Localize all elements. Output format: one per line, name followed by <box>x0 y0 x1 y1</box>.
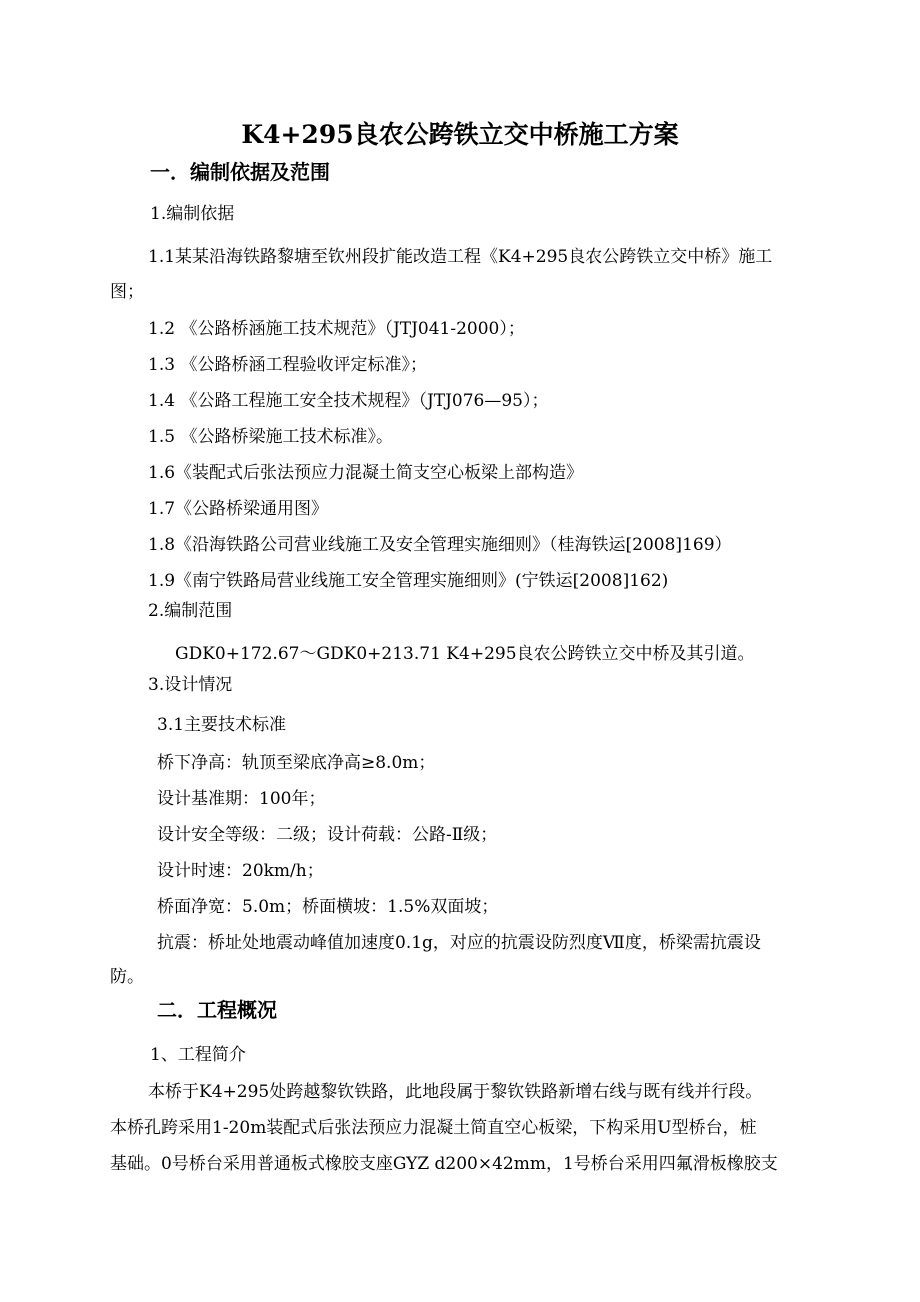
intro-paragraph-line-1: 本桥于K4+295处跨越黎钦铁路，此地段属于黎钦铁路新增右线与既有线并行段。 <box>148 1082 763 1102</box>
ref-item-1-7: 1.7《公路桥梁通用图》 <box>148 499 329 519</box>
ref-item-1-5: 1.5 《公路桥梁施工技术标准》。 <box>148 427 393 447</box>
section-heading-overview: 二．工程概况 <box>157 998 277 1022</box>
intro-paragraph-line-3: 基础。0号桥台采用普通板式橡胶支座GYZ d200×42mm，1号桥台采用四氟滑板橡胶支 <box>110 1154 778 1174</box>
intro-paragraph-line-2: 本桥孔跨采用1-20m装配式后张法预应力混凝土简直空心板梁，下构采用U型桥台，桩 <box>110 1118 757 1138</box>
ref-item-1-6: 1.6《装配式后张法预应力混凝土简支空心板梁上部构造》 <box>148 463 584 483</box>
section-heading-basis: 一．编制依据及范围 <box>150 160 330 184</box>
standard-seismic: 抗震：桥址处地震动峰值加速度0.1g，对应的抗震设防烈度Ⅶ度，桥梁需抗震设 <box>157 933 761 953</box>
standard-deck-width: 桥面净宽：5.0m；桥面横坡：1.5%双面坡； <box>157 897 499 917</box>
ref-item-1-8: 1.8《沿海铁路公司营业线施工及安全管理实施细则》（桂海铁运[2008]169） <box>148 535 732 555</box>
ref-item-1-4: 1.4 《公路工程施工安全技术规程》（JTJ076—95）； <box>148 391 549 411</box>
ref-item-1-1-cont: 图； <box>110 282 144 302</box>
standard-design-period: 设计基准期：100年； <box>157 789 326 809</box>
subheading-intro: 1、工程简介 <box>150 1045 246 1065</box>
subheading-basis: 1.编制依据 <box>150 204 235 224</box>
subheading-standards: 3.1主要技术标准 <box>157 715 287 735</box>
standard-safety-grade: 设计安全等级：二级；设计荷载：公路-Ⅱ级； <box>157 825 498 845</box>
ref-item-1-3: 1.3 《公路桥涵工程验收评定标准》； <box>148 355 427 375</box>
subheading-design: 3.设计情况 <box>148 675 233 695</box>
standard-clearance: 桥下净高：轨顶至梁底净高≥8.0m； <box>157 753 436 773</box>
document-title: K4+295良农公跨铁立交中桥施工方案 <box>241 120 679 149</box>
scope-text: GDK0+172.67～GDK0+213.71 K4+295良农公跨铁立交中桥及其引道。 <box>175 644 755 664</box>
ref-item-1-9: 1.9《南宁铁路局营业线施工安全管理实施细则》(宁铁运[2008]162) <box>148 571 669 591</box>
standard-speed: 设计时速：20km/h； <box>157 861 324 881</box>
ref-item-1-1: 1.1某某沿海铁路黎塘至钦州段扩能改造工程《K4+295良农公跨铁立交中桥》施工 <box>148 247 773 267</box>
standard-seismic-cont: 防。 <box>110 967 144 987</box>
ref-item-1-2: 1.2 《公路桥涵施工技术规范》（JTJ041-2000）； <box>148 319 525 339</box>
subheading-scope: 2.编制范围 <box>148 601 233 621</box>
